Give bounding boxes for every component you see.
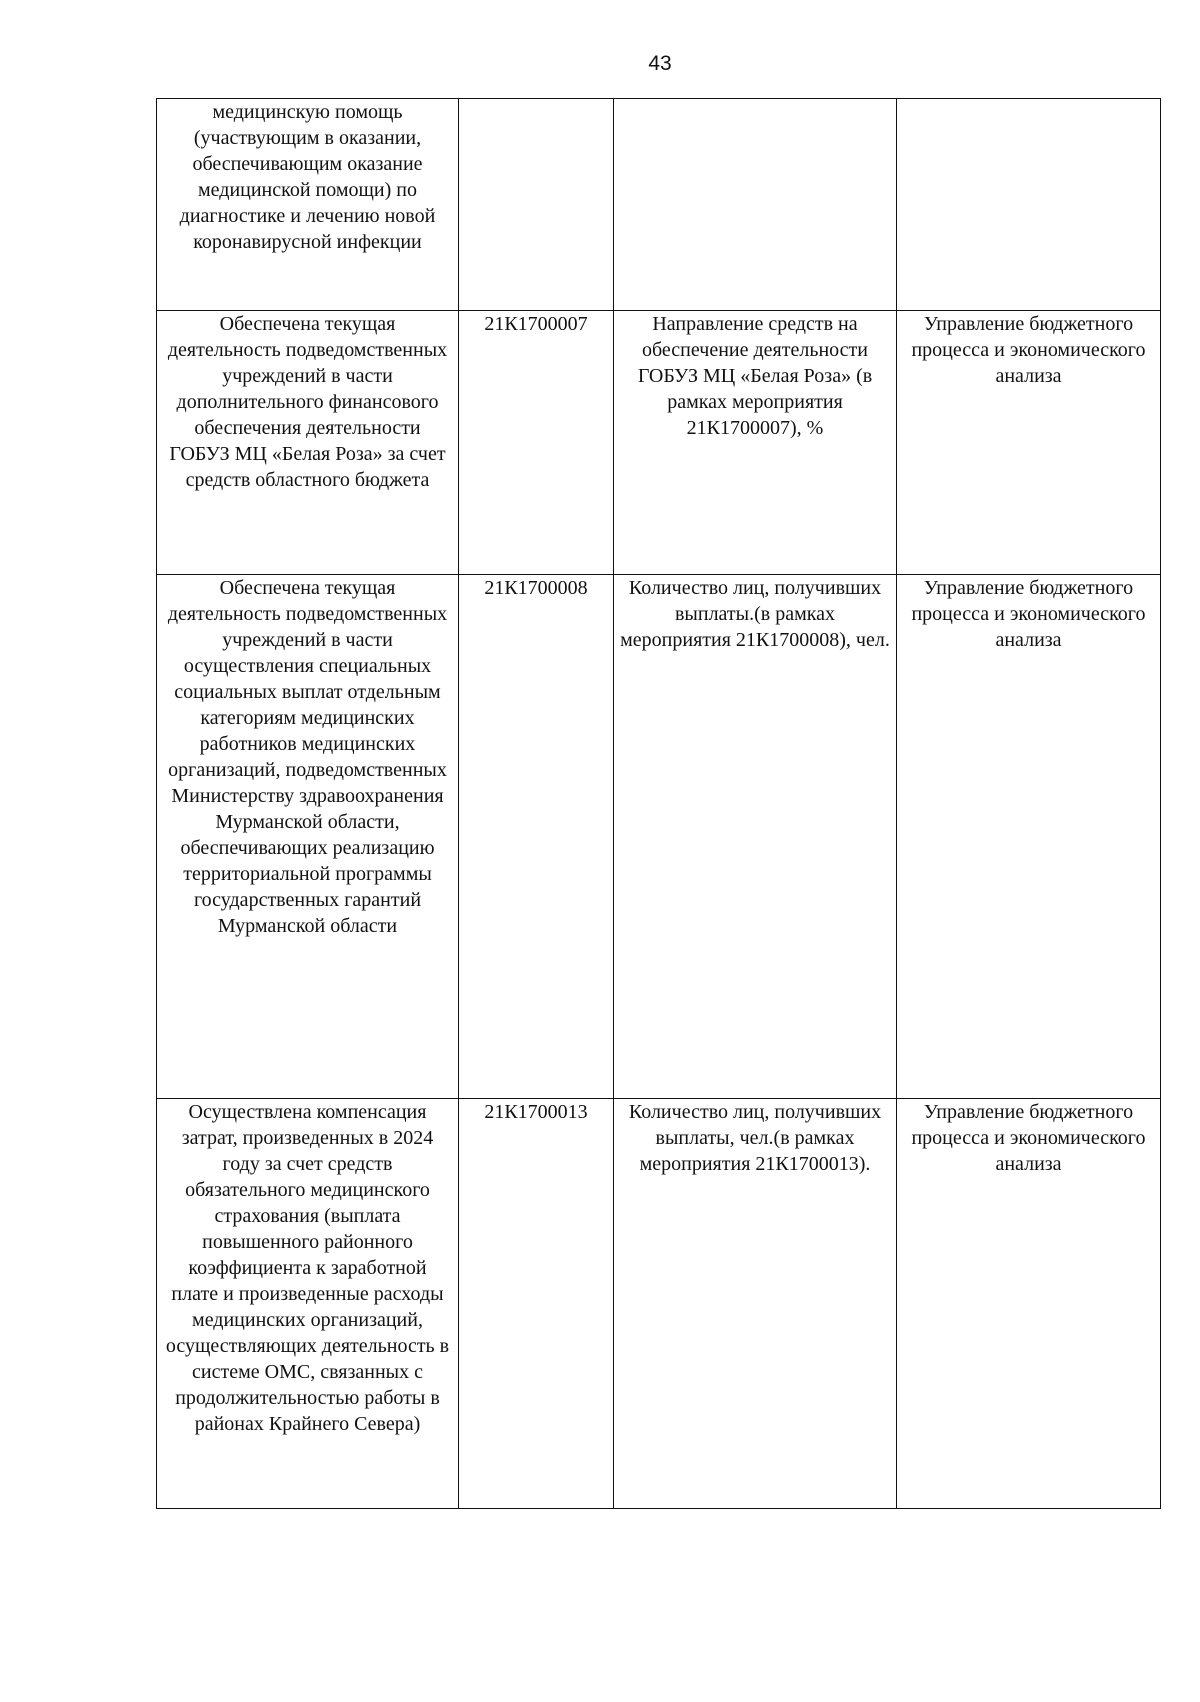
code-cell: 21К1700008 [459, 575, 614, 1099]
responsible-cell [897, 99, 1161, 311]
responsible-cell: Управление бюджетного процесса и экономического анализа [897, 1099, 1161, 1509]
code-cell: 21К1700013 [459, 1099, 614, 1509]
code-cell: 21К1700007 [459, 311, 614, 575]
table-row [157, 575, 1161, 1099]
responsible-cell: Управление бюджетного процесса и экономического анализа [897, 311, 1161, 575]
measures-table [156, 98, 1161, 1509]
table-row [157, 311, 1161, 575]
code-cell [459, 99, 614, 311]
responsible-cell: Управление бюджетного процесса и экономического анализа [897, 575, 1161, 1099]
table-row [157, 99, 1161, 311]
result-cell: Обеспечена текущая деятельность подведомственных учреждений в части осуществления специальных социальных выплат отдельным категориям медицинских работников медицинских организаций, подведомственных Министерству здравоохранения Мурманской области, обеспечивающих реализацию территориальной программы государственных гарантий Мурманской области [157, 575, 459, 1099]
indicator-cell: Количество лиц, получивших выплаты, чел.(в рамках мероприятия 21К1700013). [614, 1099, 897, 1509]
indicator-cell: Количество лиц, получивших выплаты.(в рамках мероприятия 21К1700008), чел. [614, 575, 897, 1099]
page-number: 43 [648, 52, 672, 75]
indicator-cell: Направление средств на обеспечение деятельности ГОБУЗ МЦ «Белая Роза» (в рамках мероприятия 21К1700007), % [614, 311, 897, 575]
table-row [157, 1099, 1161, 1509]
indicator-cell [614, 99, 897, 311]
result-cell: Осуществлена компенсация затрат, произведенных в 2024 году за счет средств обязательного медицинского страхования (выплата повышенного районного коэффициента к заработной плате и произведенные расходы медицинских организаций, осуществляющих деятельность в системе ОМС, связанных с продолжительностью работы в районах Крайнего Севера) [157, 1099, 459, 1509]
result-cell: Обеспечена текущая деятельность подведомственных учреждений в части дополнительного финансового обеспечения деятельности ГОБУЗ МЦ «Белая Роза» за счет средств областного бюджета [157, 311, 459, 575]
result-cell: медицинскую помощь (участвующим в оказании, обеспечивающим оказание медицинской помощи) по диагностике и лечению новой коронавирусной инфекции [157, 99, 459, 311]
